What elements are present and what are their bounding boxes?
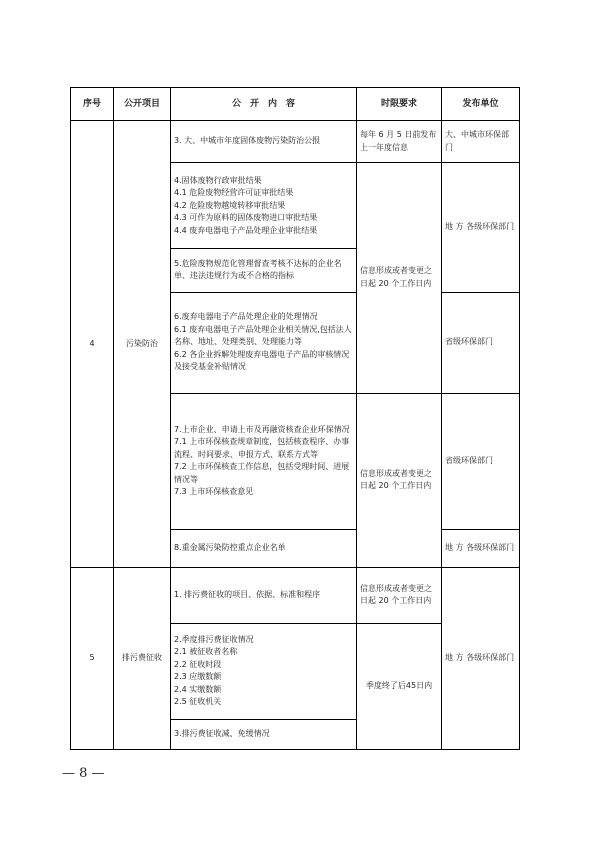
section4-r6-content: 8.重金属污染防控重点企业名单: [171, 529, 357, 567]
section4-r1-time: 每年 6 月 5 日前发布上一年度信息: [357, 121, 442, 163]
section4-item: 污染防治: [114, 121, 171, 568]
header-unit: 发布单位: [442, 88, 520, 121]
section4-r2-content: 4.固体废物行政审批结果 4.1 危险废物经营许可证审批结果 4.2 危险废物越境转移审批结果 4.3 可作为原料的固体废物进口审批结果 4.4 废弃电器电子产品处理企业审批结果: [171, 163, 357, 249]
section5-time-group: 季度终了后45日内: [357, 623, 442, 749]
section5-r1-content: 1. 排污费征收的项目、依据、标准和程序: [171, 568, 357, 624]
disclosure-table: [70, 87, 520, 750]
section4-r4-content: 6.废弃电器电子产品处理企业的处理情况 6.1 废弃电器电子产品处理企业相关情况,包括法人名称、地址、处理类别、处理能力等 6.2 各企业拆解处理废弃电器电子产品的审核情况及接受基金补贴情况: [171, 292, 357, 393]
header-item: 公开项目: [114, 88, 171, 121]
section4-r1-unit: 大、中城市环保部门: [442, 121, 520, 163]
section4-r3-content: 5.危险废物规范化管理督查考核不达标的企业名单、违法违规行为或不合格的指标: [171, 249, 357, 292]
section5-no: 5: [71, 568, 114, 750]
section4-time-group2: 信息形成或者变更之日起 20 个工作日内: [357, 393, 442, 568]
header-time: 时限要求: [357, 88, 442, 121]
section4-r5-unit: 省级环保部门: [442, 393, 520, 529]
page-number: — 8 —: [62, 766, 105, 781]
header-no: 序号: [71, 88, 114, 121]
section5-unit: 地 方 各级环保部门: [442, 568, 520, 750]
header-content: 公 开 内 容: [171, 88, 357, 121]
section5-r2-content: 2.季度排污费征收情况 2.1 被征收者名称 2.2 征收时段 2.3 应缴数额 2.4 实缴数额 2.5 征收机关: [171, 623, 357, 719]
section4-r2-unit: 地 方 各级环保部门: [442, 163, 520, 292]
section5-item: 排污费征收: [114, 568, 171, 750]
section4-no: 4: [71, 121, 114, 568]
table-row: [71, 121, 520, 163]
section4-r4-unit: 省级环保部门: [442, 292, 520, 393]
section4-r5-content: 7.上市企业、申请上市及再融资核查企业环保情况 7.1 上市环保核查规章制度，包括核查程序、办事流程、时间要求、申报方式、联系方式等 7.2 上市环保核查工作信息，包括受理时间、进展情况等 7.3 上市环保核查意见: [171, 393, 357, 529]
section5-r3-content: 3.排污费征收减、免缓情况: [171, 719, 357, 749]
section4-time-group1: 信息形成或者变更之日起 20 个工作日内: [357, 163, 442, 393]
section4-r6-unit: 地 方 各级环保部门: [442, 529, 520, 567]
table-row: [71, 568, 520, 624]
table-header-row: [71, 88, 520, 121]
section4-r1-content: 3. 大、中城市年度固体废物污染防治公报: [171, 121, 357, 163]
section5-r1-time: 信息形成或者变更之日起 20 个工作日内: [357, 568, 442, 624]
